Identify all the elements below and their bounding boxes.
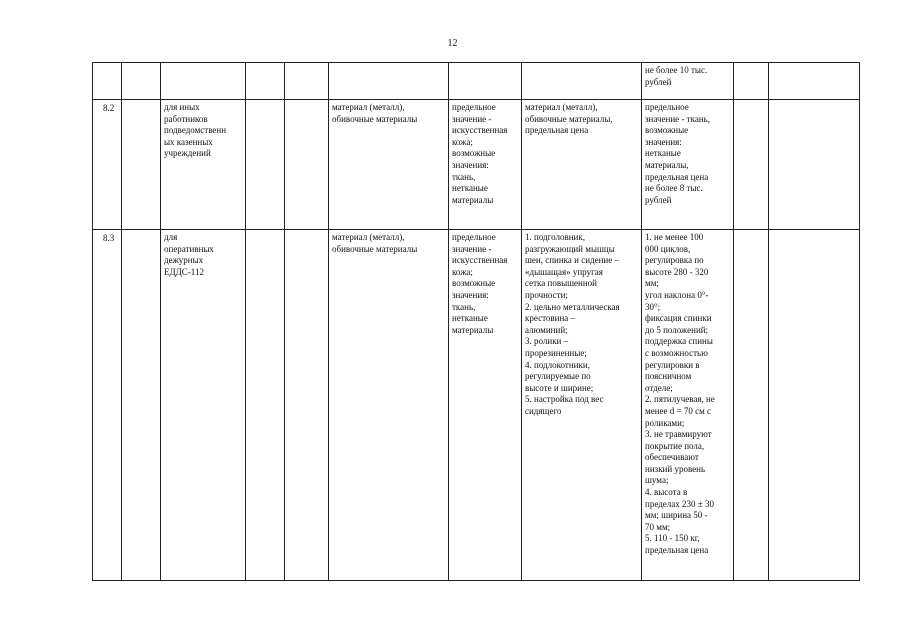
empty-cell — [769, 230, 860, 581]
characteristic-value: 1. не менее 100 000 циклов, регулировка по высоте 280 - 320 мм; угол наклона 0°- 30°; фиксация спинки до 5 положений; поддержка спины с возможностью регулировки в поясничном отделе; 2. пятилучевая, не менее d = 70 см с роликами; 3. не травмируют покрытие пола, обеспечивают низкий уровень шума; 4. высота в пределах 230 ± 30 мм; ширина 50 - 70 мм; 5. 110 - 150 кг, предельная цена — [642, 230, 734, 581]
row-number: 8.2 — [93, 100, 122, 230]
row-number: 8.3 — [93, 230, 122, 581]
empty-cell — [246, 100, 285, 230]
empty-cell — [246, 63, 285, 100]
empty-cell — [122, 100, 161, 230]
table-row — [93, 63, 860, 100]
employee-category: для оперативных дежурных ЕДДС-112 — [161, 230, 246, 581]
empty-cell — [285, 230, 329, 581]
material-value: предельное значение - искусственная кожа; возможные значения: ткань, нетканые материалы — [449, 230, 522, 581]
material-value: предельное значение - искусственная кожа; возможные значения: ткань, нетканые материалы — [449, 100, 522, 230]
employee-category: для иных работников подведомственн ых казенных учреждений — [161, 100, 246, 230]
table-row — [93, 100, 860, 230]
specification-table — [92, 62, 860, 581]
empty-cell — [246, 230, 285, 581]
material-characteristic: материал (металл), обивочные материалы — [329, 100, 449, 230]
empty-cell — [734, 63, 769, 100]
material-characteristic — [329, 63, 449, 100]
row-number — [93, 63, 122, 100]
table-row — [93, 230, 860, 581]
empty-cell — [734, 230, 769, 581]
empty-cell — [769, 100, 860, 230]
empty-cell — [122, 230, 161, 581]
empty-cell — [769, 63, 860, 100]
material-value — [449, 63, 522, 100]
page-number: 12 — [447, 38, 458, 49]
characteristic — [522, 63, 642, 100]
empty-cell — [285, 100, 329, 230]
employee-category — [161, 63, 246, 100]
characteristic: 1. подголовник, разгружающий мышцы шеи, спинка и сидение – «дышащая» упругая сетка повышенной прочности; 2. цельно металлическая крестовина – алюминий; 3. ролики – прорезиненные; 4. подлокотники, регулируемые по высоте и ширине; 5. настройка под вес сидящего — [522, 230, 642, 581]
characteristic: материал (металл), обивочные материалы, предельная цена — [522, 100, 642, 230]
empty-cell — [122, 63, 161, 100]
empty-cell — [734, 100, 769, 230]
empty-cell — [285, 63, 329, 100]
characteristic-value: предельное значение - ткань, возможные значения: нетканые материалы, предельная цена не более 8 тыс. рублей — [642, 100, 734, 230]
characteristic-value: не более 10 тыс. рублей — [642, 63, 734, 100]
material-characteristic: материал (металл), обивочные материалы — [329, 230, 449, 581]
